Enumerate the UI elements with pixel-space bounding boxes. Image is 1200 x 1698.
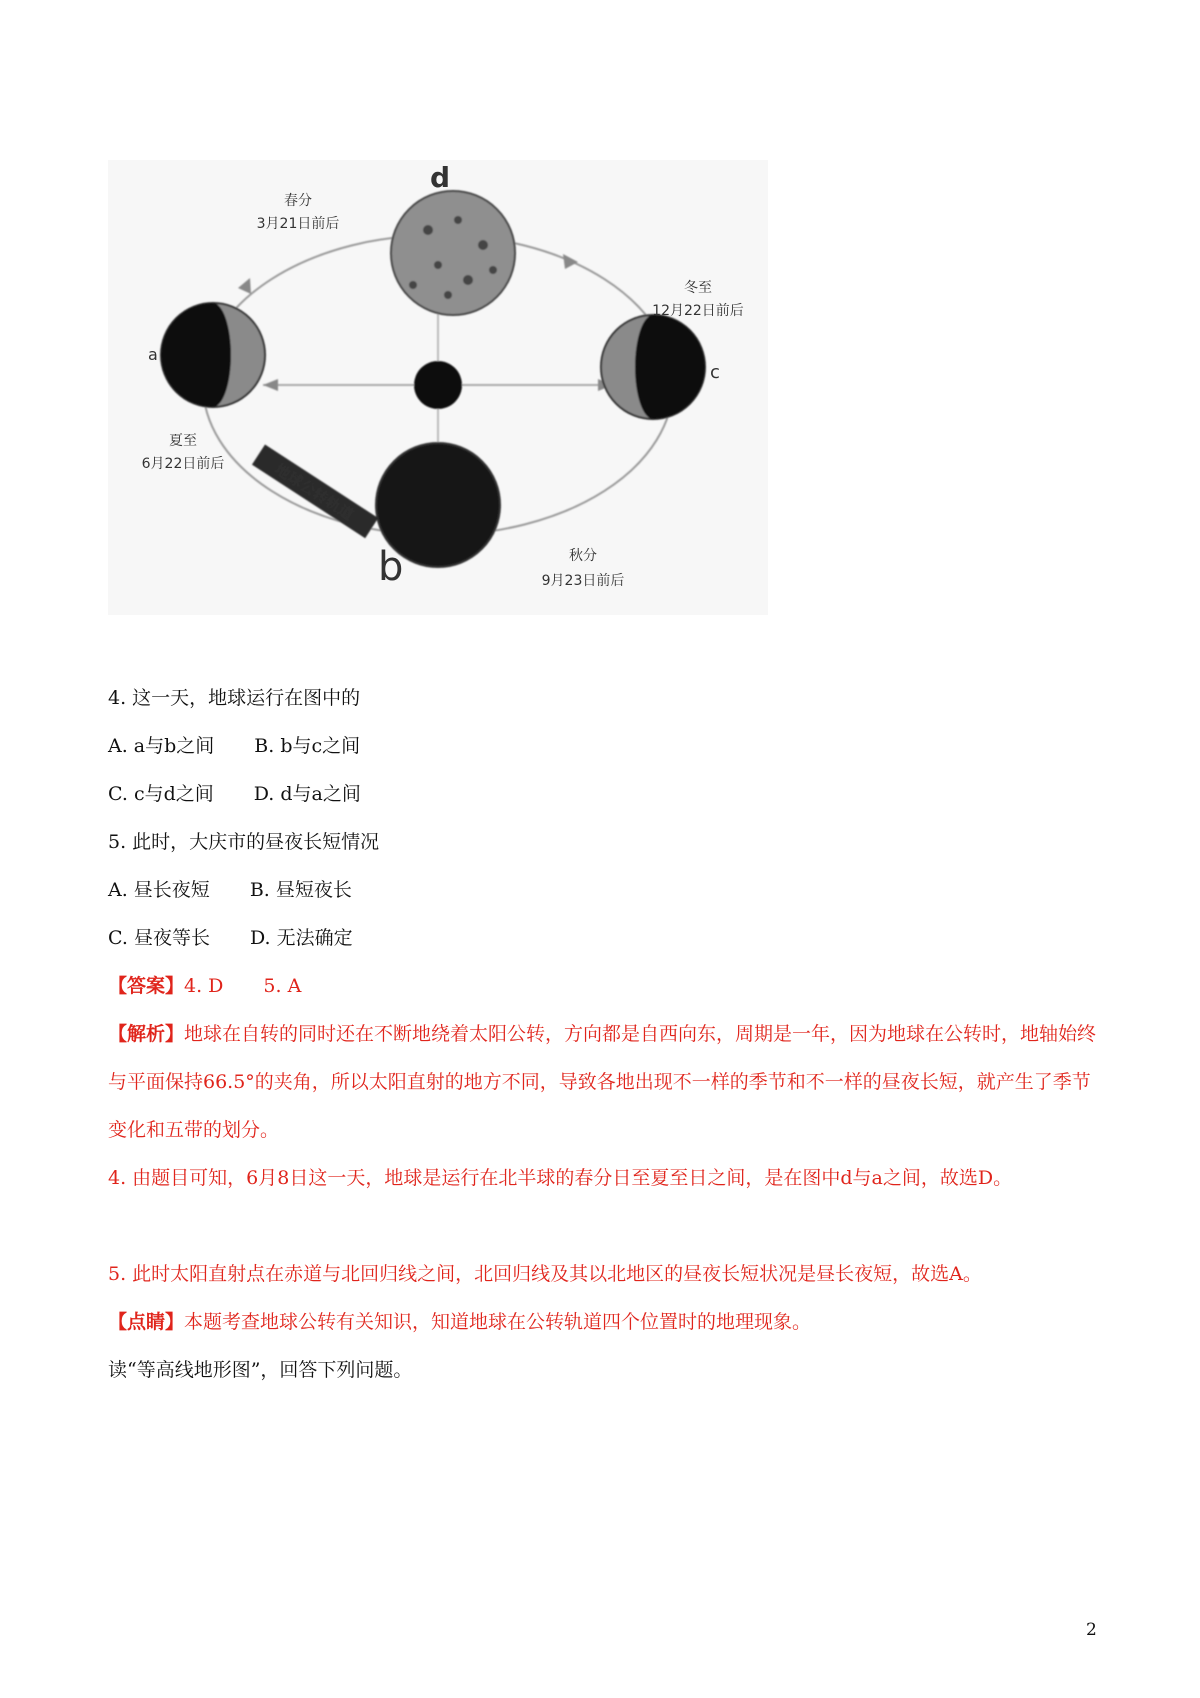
earth-revolution-diagram [108,160,768,615]
earth-c [601,315,705,419]
q4-option-d: D. d与a之间 [253,783,361,805]
q5-options-row1 [108,878,352,902]
orbit-label: 地球公转轨道 [271,459,357,524]
earth-revolution-figure [108,160,768,615]
label-b: b [378,544,404,590]
earth-d [391,191,515,315]
q4-options-row2 [108,782,361,806]
analysis-q5: 5. 此时太阳直射点在赤道与北回归线之间，北回归线及其以北地区的昼夜长短状况是昼长夜短，故选A。 [108,1263,982,1285]
dongzhi-name: 冬至 [684,280,712,296]
q4-option-c: C. c与d之间 [108,783,214,805]
q5-stem: 5. 此时，大庆市的昼夜长短情况 [108,831,380,853]
chunfen-name: 春分 [284,193,312,209]
earth-a [161,303,265,407]
dianjing-tag: 【点睛】 [108,1311,185,1333]
q4-option-a: A. a与b之间 [108,735,215,757]
q5-option-b: B. 昼短夜长 [249,879,352,901]
q4-options-row1 [108,734,360,758]
analysis-tag: 【解析】 [108,1023,185,1045]
q4-option-b: B. b与c之间 [254,735,361,757]
dongzhi-date: 12月22日前后 [652,303,744,319]
q4-stem: 4. 这一天，地球运行在图中的 [108,687,361,709]
answer-line [108,974,301,998]
answer-5: 5. A [263,975,302,997]
analysis-paragraph [108,1010,1103,1154]
label-d: d [430,161,451,194]
qiufen-name: 秋分 [569,548,597,564]
label-a: a [148,345,158,364]
xiazhi-date: 6月22日前后 [141,456,225,472]
q5-options-row2 [108,926,353,950]
sun [414,361,462,409]
chunfen-date: 3月21日前后 [256,216,340,232]
answer-4: 4. D [184,975,224,997]
analysis-text: 地球在自转的同时还在不断地绕着太阳公转，方向都是自西向东，周期是一年，因为地球在公转时，地轴始终与平面保持66.5°的夹角，所以太阳直射的地方不同，导致各地出现不一样的季节和不一样的昼夜长短，就产生了季节变化和五带的划分。 [108,1023,1097,1141]
q5-option-d: D. 无法确定 [249,927,353,949]
answer-tag: 【答案】 [108,975,185,997]
label-c: c [710,362,720,383]
next-question-intro: 读“等高线地形图”，回答下列问题。 [108,1359,413,1381]
q5-option-a: A. 昼长夜短 [108,879,210,901]
q5-option-c: C. 昼夜等长 [108,927,210,949]
xiazhi-name: 夏至 [169,433,197,449]
dianjing-text: 本题考查地球公转有关知识，知道地球在公转轨道四个位置时的地理现象。 [184,1311,812,1333]
analysis-q4: 4. 由题目可知，6月8日这一天，地球是运行在北半球的春分日至夏至日之间，是在图中d与a之间，故选D。 [108,1167,1013,1189]
dianjing-paragraph [108,1298,1103,1346]
qiufen-date: 9月23日前后 [541,573,625,589]
page-number: 2 [1086,1620,1097,1640]
